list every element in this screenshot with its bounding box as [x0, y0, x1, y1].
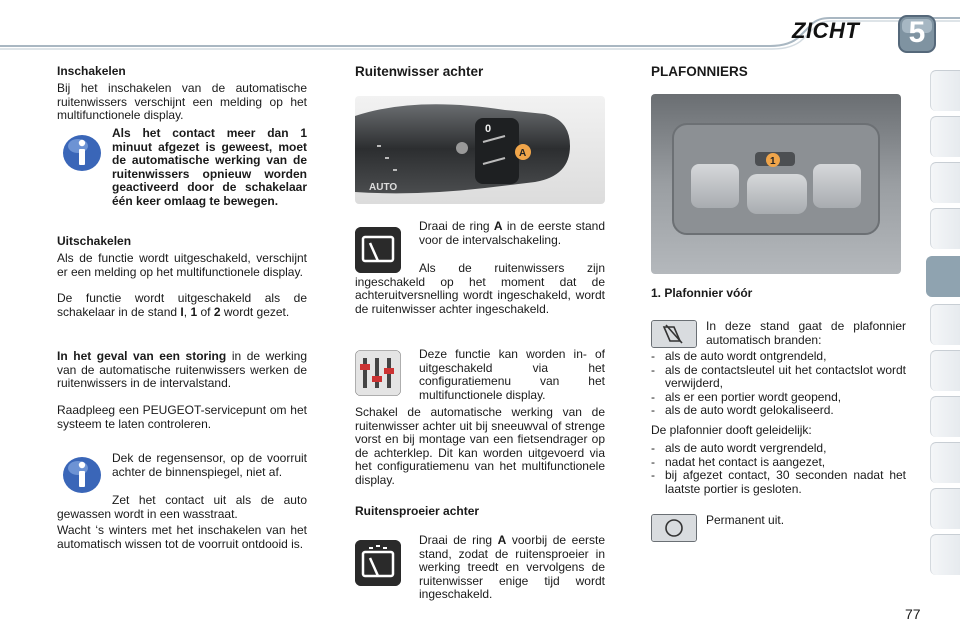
- list-item: - als de auto wordt ontgrendeld,: [651, 349, 827, 363]
- info-icon: [57, 452, 107, 498]
- list-item: - als de auto wordt vergrendeld,: [651, 441, 827, 455]
- list-item-text: als er een portier wordt geopend,: [665, 389, 842, 404]
- section-heading-plafonniers: PLAFONNIERS: [651, 64, 748, 79]
- note-reactivate-top: [112, 127, 307, 209]
- auto-text: In deze stand gaat de plafonnier automatisch branden:: [706, 319, 906, 347]
- note-winter: Wacht ‘s winters met het inschakelen van het automatisch wissen tot de voorruit ontdooid is.: [57, 523, 307, 551]
- uitschakelen-text1: Als de functie wordt uitgeschakeld, verschijnt er een melding op het multifunctionele display.: [57, 251, 307, 279]
- dooft-list: [651, 442, 906, 496]
- list-item: - als de contactsleutel uit het contactslot wordt verwijderd,: [651, 362, 906, 391]
- side-tab[interactable]: [930, 350, 960, 391]
- uitschakelen-text2: De functie wordt uitgeschakeld als de schakelaar in de stand I, 1 of 2 wordt gezet.: [57, 291, 307, 319]
- uitschakelen-heading: Uitschakelen: [57, 234, 132, 248]
- schakel-text: Schakel de automatische werking van de ruitenwisser achter uit bij sneeuwval of strenge vorst en bij montage van een fietsendrager op de achterklep. Dit kan worden uitgevoerd via het configuratiemenu van het multifunctionele display.: [355, 405, 605, 487]
- list-item-text: bij afgezet contact, 30 seconden nadat het laatste portier is gesloten.: [665, 468, 906, 496]
- note-sensor: Dek de regensensor, op de voorruit achter de binnenspiegel, niet af.: [112, 451, 307, 479]
- side-tab[interactable]: [930, 116, 960, 157]
- auto-mode-icon: [651, 320, 697, 348]
- storing-text: [57, 350, 307, 391]
- list-item-text: als de auto wordt vergrendeld,: [665, 441, 827, 455]
- note-wasstraat: Zet het contact uit als de auto gewassen wordt in een wasstraat.: [57, 493, 307, 521]
- photo-label-zero: 0: [485, 123, 492, 135]
- side-tab[interactable]: [930, 442, 960, 483]
- sproeier-heading: Ruitensproeier achter: [355, 504, 480, 518]
- page-number: 77: [905, 606, 921, 622]
- text-fragment: wordt gezet.: [223, 304, 290, 319]
- side-tab[interactable]: [930, 304, 960, 345]
- list-item-text: als de contactsleutel uit het contactslot wordt verwijderd,: [665, 362, 906, 391]
- storing-bold: In het geval van een storing: [57, 349, 227, 363]
- list-item-text: nadat het contact is aangezet,: [665, 454, 826, 469]
- deze-text: Deze functie kan worden in- of uitgeschakeld via het configuratiemenu van het multifunctionele display.: [419, 347, 605, 402]
- ring-a: A: [497, 533, 507, 547]
- inschakelen-heading: Inschakelen: [57, 64, 126, 78]
- wiper-stalk-photo: [355, 96, 605, 204]
- auto-list: [651, 350, 906, 418]
- side-tab[interactable]: [930, 488, 960, 529]
- side-tab[interactable]: [930, 70, 960, 111]
- stand-i: I: [180, 304, 184, 319]
- side-tab[interactable]: [930, 534, 960, 575]
- inschakelen-text: Bij het inschakelen van de automatische ruitenwissers verschijnt een melding op het multifunctionele display.: [57, 81, 307, 123]
- list-item: - als er een portier wordt geopend,: [651, 389, 842, 404]
- sproeier-text: [419, 534, 605, 602]
- page-title: ZICHT: [792, 18, 860, 43]
- section-heading-ruitenwisser: Ruitenwisser achter: [355, 64, 484, 79]
- text-fragment: De functie wordt uitgeschakeld als de schakelaar in de stand: [57, 291, 307, 319]
- text-fragment: in de werking van de automatische ruitenwissers werken de ruitenwissers in de intervalstand.: [57, 349, 307, 391]
- text-fragment: Draai de ring: [419, 533, 493, 547]
- note-reactivate: Als het contact meer dan 1 minuut afgezet is geweest, moet de automatische werking van de ruitenwissers opnieuw worden geactiveerd door de schakelaar één keer omlaag te bewegen.: [112, 126, 307, 208]
- list-item: - bij afgezet contact, 30 seconden nadat het laatste portier is gesloten.: [651, 468, 906, 496]
- dooft-text: De plafonnier dooft geleidelijk:: [651, 423, 812, 437]
- list-item-text: als de auto wordt gelokaliseerd.: [665, 403, 834, 418]
- off-mode-icon: [651, 514, 697, 542]
- ceiling-light-photo: [651, 94, 901, 274]
- draai1-text: [419, 220, 605, 247]
- text-fragment: of: [200, 304, 211, 319]
- photo-label-1: 1: [770, 156, 776, 167]
- draai2-text: Als de ruitenwissers zijn ingeschakeld op het moment dat de achteruitversnelling wordt ingeschakeld, wordt de ruitenwisser achter ingeschakeld.: [355, 261, 605, 316]
- side-tab-active[interactable]: [926, 256, 960, 297]
- side-tab[interactable]: [930, 396, 960, 437]
- permanent-text: Permanent uit.: [706, 513, 785, 527]
- text-fragment: voorbij de eerste stand, zodat de ruitensproeier in werking treedt en vervolgens de ruitenwisser enige tijd wordt ingeschakeld.: [419, 533, 605, 602]
- stand-2: 2: [213, 304, 221, 319]
- rear-washer-icon: [355, 540, 401, 586]
- photo-label-a: A: [519, 148, 527, 159]
- side-tab[interactable]: [930, 208, 960, 249]
- config-menu-icon: [355, 350, 401, 396]
- side-tab[interactable]: [930, 162, 960, 203]
- ring-a: A: [493, 219, 503, 233]
- info-icon: [57, 130, 107, 176]
- photo-label-auto: AUTO: [369, 182, 398, 193]
- chapter-number: 5: [908, 16, 926, 49]
- list-item: - nadat het contact is aangezet,: [651, 454, 826, 469]
- text-fragment: in de eerste stand voor de intervalschakeling.: [419, 219, 606, 247]
- side-tabs: [926, 70, 960, 590]
- list-item-text: als de auto wordt ontgrendeld,: [665, 349, 827, 363]
- item-label: 1. Plafonnier vóór: [651, 286, 753, 300]
- stand-1: 1: [190, 304, 198, 319]
- list-item: - als de auto wordt gelokaliseerd.: [651, 403, 834, 418]
- text-fragment: Draai de ring: [419, 219, 490, 233]
- raadpleeg-text: Raadpleeg een PEUGEOT-servicepunt om het systeem te laten controleren.: [57, 403, 307, 431]
